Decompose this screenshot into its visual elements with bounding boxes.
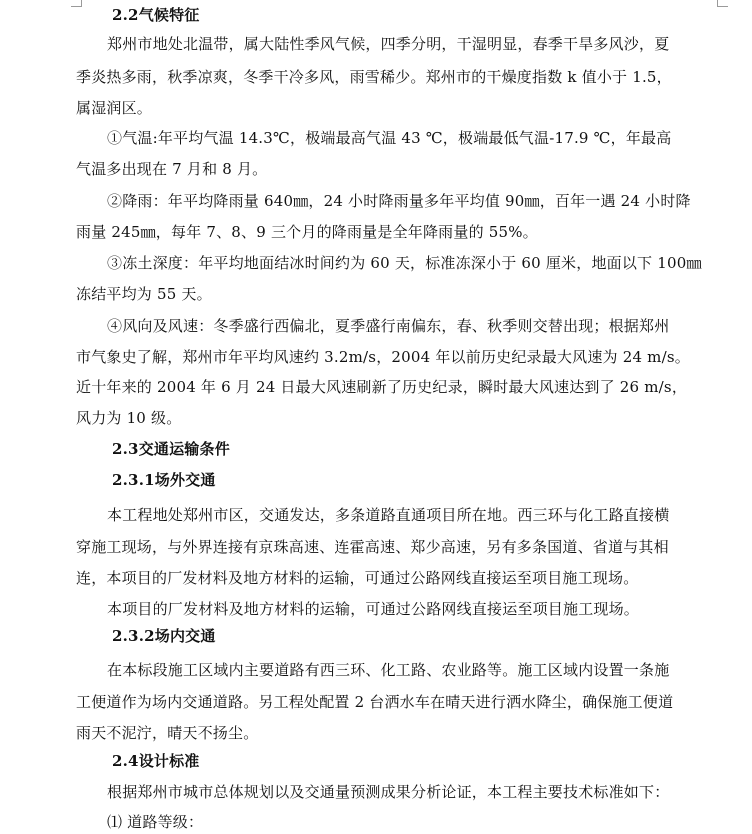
climate-intro-line-3: 属湿润区。 [76, 99, 153, 117]
climate-intro-line-1: 郑州市地处北温带，属大陆性季风气候，四季分明，干湿明显，春季干旱多风沙，夏 [107, 35, 670, 53]
heading-2-3-1: 2.3.1场外交通 [112, 471, 216, 489]
design-standard-intro: 根据郑州市城市总体规划以及交通量预测成果分析论证，本工程主要技术标准如下： [107, 783, 670, 801]
onsite-traffic-line-1: 在本标段施工区域内主要道路有西三环、化工路、农业路等。施工区域内设置一条施 [107, 661, 670, 679]
onsite-traffic-line-2: 工便道作为场内交通道路。另工程处配置 2 台洒水车在晴天进行洒水降尘，确保施工便道 [76, 693, 674, 711]
wind-line-1: ④风向及风速：冬季盛行西偏北，夏季盛行南偏东，春、秋季则交替出现；根据郑州 [107, 317, 670, 335]
rainfall-line-2: 雨量 245㎜，每年 7、8、9 三个月的降雨量是全年降雨量的 55%。 [76, 223, 538, 241]
rainfall-line-1: ②降雨：年平均降雨量 640㎜，24 小时降雨量多年平均值 90㎜，百年一遇 24 小时降 [107, 192, 691, 210]
onsite-traffic-line-3: 雨天不泥泞，晴天不扬尘。 [76, 724, 259, 742]
heading-2-2: 2.2气候特征 [112, 6, 200, 24]
wind-line-3: 近十年来的 2004 年 6 月 24 日最大风速刷新了历史纪录，瞬时最大风速达到了 26 m/s， [76, 378, 688, 396]
offsite-traffic-line-3: 连，本项目的厂发材料及地方材料的运输，可通过公路网线直接运至项目施工现场。 [76, 569, 639, 587]
climate-intro-line-2: 季炎热多雨，秋季凉爽，冬季干冷多风，雨雪稀少。郑州市的干燥度指数 k 值小于 1.5， [76, 68, 672, 86]
temperature-line-2: 气温多出现在 7 月和 8 月。 [76, 160, 268, 178]
road-grade-item: ⑴ 道路等级： [107, 813, 204, 831]
frozen-soil-line-1: ③冻土深度：年平均地面结冰时间约为 60 天，标准冻深小于 60 厘米，地面以下 100㎜ [107, 254, 702, 272]
heading-2-3-2: 2.3.2场内交通 [112, 627, 216, 645]
offsite-traffic-para-2: 本项目的厂发材料及地方材料的运输，可通过公路网线直接运至项目施工现场。 [107, 600, 640, 618]
offsite-traffic-line-1: 本工程地处郑州市区，交通发达，多条道路直通项目所在地。西三环与化工路直接横 [107, 506, 670, 524]
heading-2-3: 2.3交通运输条件 [112, 440, 230, 458]
temperature-line-1: ①气温:年平均气温 14.3℃，极端最高气温 43 ℃，极端最低气温-17.9 ℃，年最高 [107, 129, 672, 147]
offsite-traffic-line-2: 穿施工现场，与外界连接有京珠高速、连霍高速、郑少高速，另有多条国道、省道与其相 [76, 538, 669, 556]
frozen-soil-line-2: 冻结平均为 55 天。 [76, 285, 212, 303]
heading-2-4: 2.4设计标准 [112, 752, 200, 770]
wind-line-4: 风力为 10 级。 [76, 409, 182, 427]
wind-line-2: 市气象史了解，郑州市年平均风速约 3.2m/s，2004 年以前历史纪录最大风速为 24 m/s。 [76, 348, 690, 366]
